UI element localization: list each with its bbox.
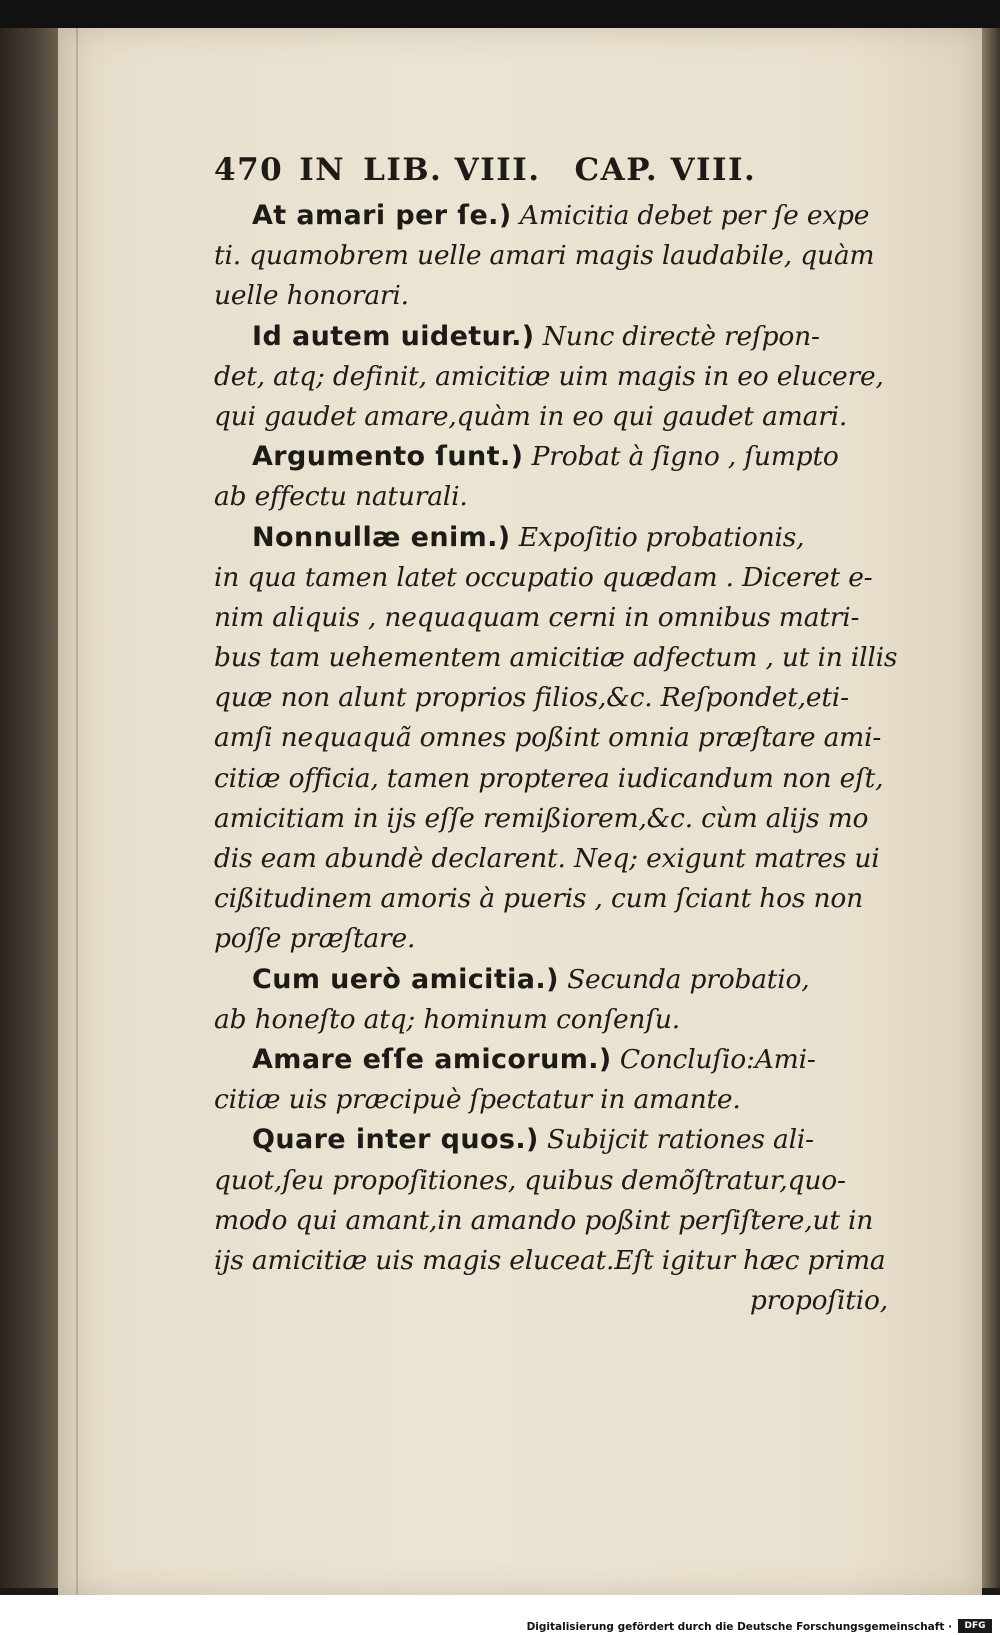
text-line [214, 437, 894, 477]
commentary-text: bus tam uehementem amicitiæ adfectum , ut in illis [214, 642, 898, 674]
commentary-text: Nunc directè reſpon- [542, 320, 820, 352]
text-line [214, 357, 894, 397]
text-line [214, 1281, 894, 1321]
text-line [214, 276, 894, 316]
book-right-edge [982, 28, 1000, 1588]
commentary-text: quæ non alunt proprios filios,&c. Reſpondet,eti- [214, 682, 849, 714]
book-left-edge [0, 28, 58, 1588]
text-line [214, 1161, 894, 1201]
text-line [214, 960, 894, 1000]
digitization-credit: Digitalisierung gefördert durch die Deutsche Forschungsgemeinschaft · [526, 1621, 952, 1633]
text-line [214, 236, 894, 276]
running-header [214, 152, 894, 196]
header-in: IN [299, 152, 346, 188]
commentary-text: uelle honorari. [214, 280, 409, 312]
commentary-text: Amicitia debet per ſe expe [519, 200, 870, 231]
commentary-text: ijs amicitiæ uis magis eluceat.Eſt igitur hæc prima [214, 1244, 886, 1276]
commentary-text: propoſitio, [749, 1285, 888, 1317]
text-line [214, 638, 898, 678]
lemma: Id autem uidetur.) [252, 320, 535, 352]
commentary-text: ab effectu naturali. [214, 481, 468, 513]
commentary-text: modo qui amant,in amando poßint perſiſtere,ut in [214, 1204, 874, 1236]
lemma: Cum uerò amicitia.) [252, 963, 559, 995]
text-line [214, 1040, 894, 1080]
commentary-text: amſi nequaquã omnes poßint omnia præſtare ami- [214, 722, 882, 754]
text-line [214, 397, 894, 437]
text-lines [214, 196, 898, 1321]
text-line [214, 1241, 894, 1281]
commentary-text: citiæ officia, tamen propterea iudicandum non eſt, [214, 762, 884, 794]
text-line [214, 718, 894, 758]
text-line [214, 1080, 894, 1120]
commentary-text: poſſe præſtare. [214, 923, 416, 955]
commentary-text: Expoſitio probationis, [518, 521, 805, 553]
dfg-logo: DFG [958, 1619, 992, 1633]
commentary-text: in qua tamen latet occupatio quædam . Diceret e- [214, 561, 873, 593]
commentary-text: nim aliquis , nequaquam cerni in omnibus matri- [214, 601, 860, 633]
page-text [214, 152, 898, 1321]
text-line [214, 799, 894, 839]
text-line [214, 759, 894, 799]
lemma: At amari per ſe.) [252, 200, 512, 231]
commentary-text: qui gaudet amare,quàm in eo qui gaudet amari. [214, 400, 848, 432]
text-line [214, 839, 894, 879]
lemma: Nonnullæ enim.) [252, 521, 511, 553]
page-number: 470 [214, 152, 284, 188]
commentary-text: Secunda probatio, [567, 963, 810, 995]
lemma: Amare eſſe amicorum.) [252, 1043, 612, 1075]
text-line [214, 598, 894, 638]
text-line [214, 678, 894, 718]
text-line [214, 196, 894, 236]
text-line [214, 518, 894, 558]
text-line [214, 879, 894, 919]
commentary-text: Probat à ſigno , ſumpto [531, 441, 839, 473]
commentary-text: ti. quamobrem uelle amari magis laudabile, quàm [214, 240, 875, 272]
commentary-text: dis eam abundè declarent. Neq; exigunt matres ui [214, 843, 880, 874]
text-line [214, 919, 894, 959]
header-cap: CAP. VIII. [574, 152, 757, 188]
commentary-text: cißitudinem amoris à pueris , cum ſciant hos non [214, 883, 864, 915]
text-line [214, 477, 894, 517]
lemma: Argumento ſunt.) [252, 441, 524, 473]
header-lib: LIB. VIII. [363, 152, 541, 188]
text-line [214, 1201, 894, 1241]
lemma: Quare inter quos.) [252, 1124, 539, 1156]
text-line [214, 1120, 894, 1160]
commentary-text: det, atq; definit, amicitiæ uim magis in eo elucere, [214, 360, 884, 392]
commentary-text: ab honeſto atq; hominum conſenſu. [214, 1003, 680, 1035]
commentary-text: Concluſio:Ami- [619, 1043, 816, 1075]
commentary-text: citiæ uis præcipuè ſpectatur in amante. [214, 1084, 741, 1116]
text-line [214, 1000, 894, 1040]
commentary-text: quot,ſeu propoſitiones, quibus demõſtratur,quo- [214, 1164, 846, 1196]
commentary-text: Subijcit rationes ali- [547, 1124, 814, 1156]
scan-top-border [0, 0, 1000, 28]
text-line [214, 558, 894, 598]
commentary-text: amicitiam in ijs eſſe remißiorem,&c. cùm alijs mo [214, 802, 869, 834]
text-line [214, 317, 894, 357]
